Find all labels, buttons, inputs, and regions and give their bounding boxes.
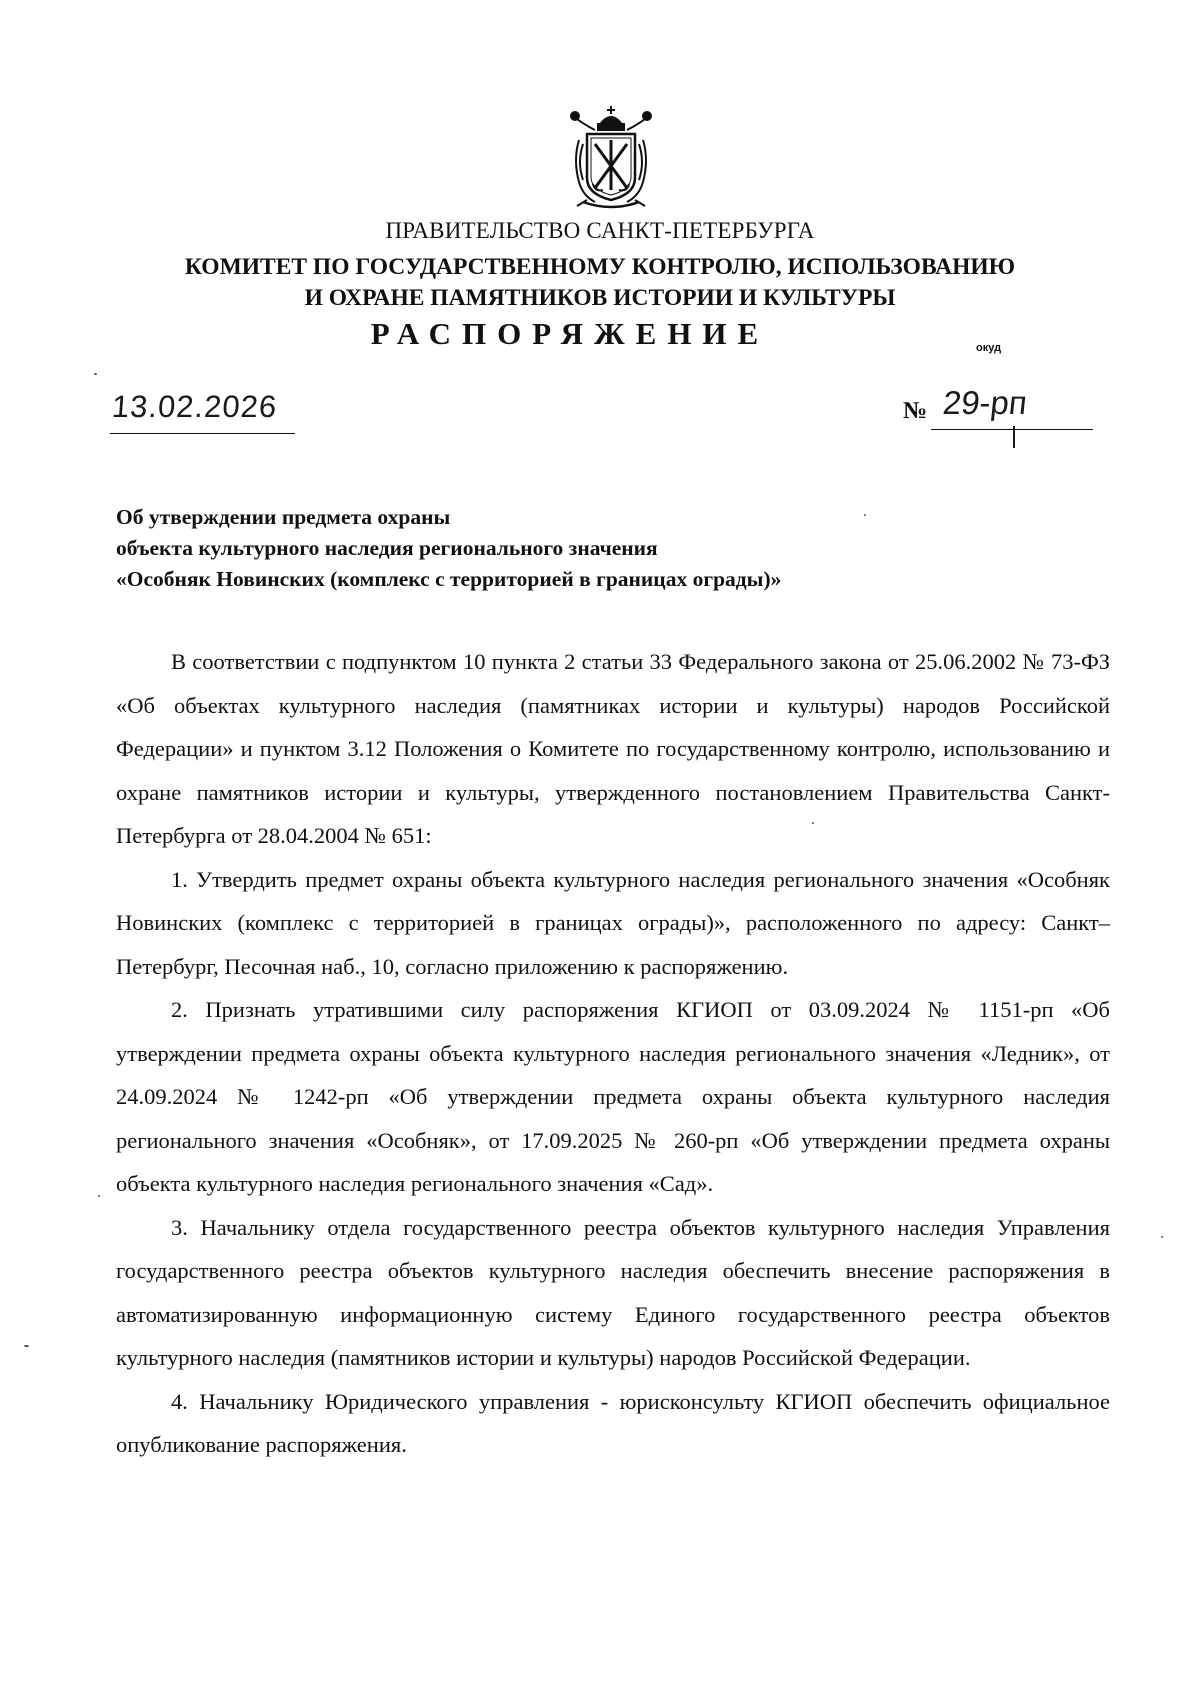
handwritten-stroke [1013,426,1015,448]
item-paragraph-4: 4. Начальнику Юридического управления - юрисконсульту КГИОП обеспечить официальное опубликование распоряжения. [116,1388,1110,1457]
item-paragraph-2: 2. Признать утратившими силу распоряжения КГИОП от 03.09.2024 № 1151-рп «Об утверждении предмета охраны объекта культурного наследия регионального значения «Ледник», от 24.09.2024 № 1242-рп «Об утверждении предмета охраны объекта культурного наследия регионального значения «Особняк», от 17.09.2025 № 260-рп «Об утверждении предмета охраны объекта культурного наследия регионального значения «Сад». [116,997,1110,1196]
committee-name-line-1: КОМИТЕТ ПО ГОСУДАРСТВЕННОМУ КОНТРОЛЮ, ИСПОЛЬЗОВАНИЮ [184,254,1016,280]
document-title-line-1: Об утверждении предмета охраны [116,505,451,529]
okud-label: окуд [976,342,1002,354]
scan-speck [812,822,814,824]
document-number: 29-рп [941,384,1029,421]
document-date-field [110,389,295,434]
document-date: 13.02.2026 [110,389,279,424]
government-name: ПРАВИТЕЛЬСТВО САНКТ-ПЕТЕРБУРГА [385,218,815,243]
document-body [116,640,1110,1467]
document-title-line-2: объекта культурного наследия регионального значения [116,536,658,560]
scan-speck [864,514,866,516]
number-sign-label: № [903,398,928,424]
number-underline [931,429,1093,430]
scan-speck [1161,1236,1163,1238]
preamble-paragraph: В соответствии с подпунктом 10 пункта 2 статьи 33 Федерального закона от 25.06.2002 № 73-ФЗ «Об объектах культурного наследия (памятниках истории и культуры) народов Российской Федерации» и пунктом 3.12 Положения о Комитете по государственному контролю, использованию и охране памятников истории и культуры, утвержденного постановлением Правительства Санкт-Петербурга от 28.04.2004 № 651: [116,649,1110,848]
document-title-line-3: «Особняк Новинских (комплекс с территорией в границах ограды)» [116,567,782,591]
committee-name-line-2: И ОХРАНЕ ПАМЯТНИКОВ ИСТОРИИ И КУЛЬТУРЫ [304,285,896,311]
scan-speck [94,373,97,375]
document-number-field [903,386,1093,430]
coat-of-arms-icon [565,104,657,214]
item-paragraph-3: 3. Начальнику отдела государственного реестра объектов культурного наследия Управления государственного реестра объектов культурного наследия обеспечить внесение распоряжения в автоматизированную информационную систему Единого государственного реестра объектов культурного наследия (памятников истории и культуры) народов Российской Федерации. [116,1214,1110,1370]
scan-speck [98,1195,100,1197]
item-paragraph-1: 1. Утвердить предмет охраны объекта культурного наследия регионального значения «Особняк Новинских (комплекс с территорией в границах ограды)», расположенного по адресу: Санкт–Петербург, Песочная наб., 10, согласно приложению к распоряжению. [116,866,1110,979]
document-type-heading: РАСПОРЯЖЕНИЕ [370,316,770,351]
scan-speck [24,1345,29,1347]
